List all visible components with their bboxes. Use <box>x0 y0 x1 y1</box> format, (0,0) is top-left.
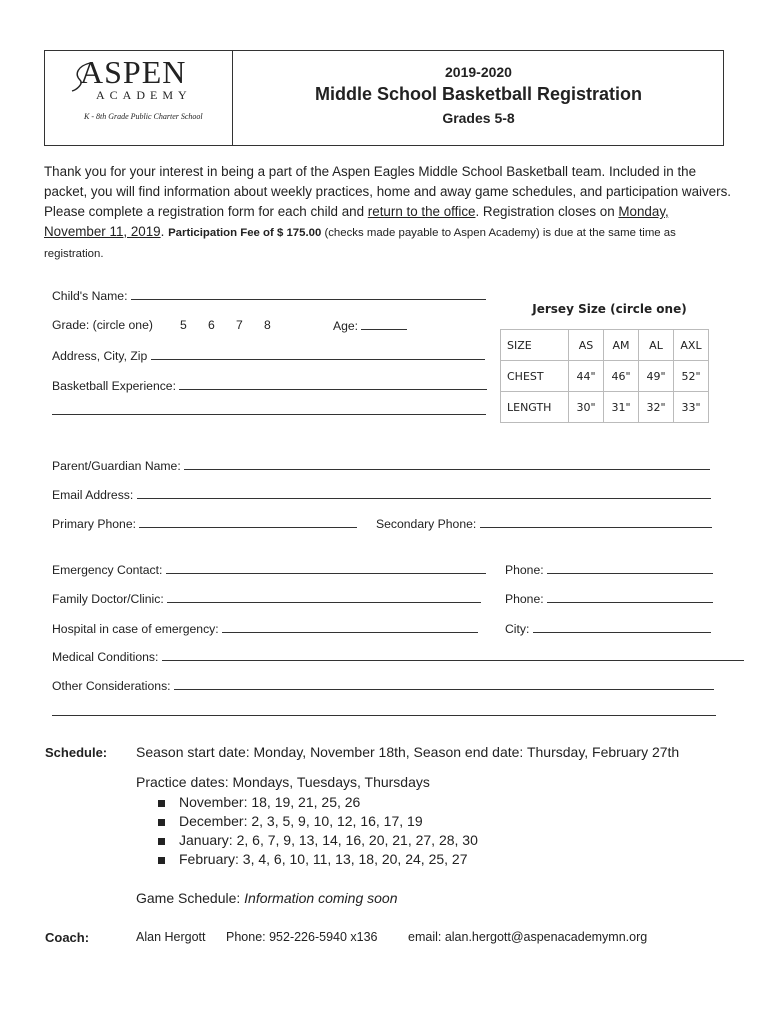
address-field[interactable] <box>151 348 485 360</box>
practice-month: November: 18, 19, 21, 25, 26 <box>179 794 361 810</box>
table-row <box>501 330 709 361</box>
table-row <box>501 392 709 423</box>
age-row <box>333 318 407 333</box>
list-item <box>158 851 468 867</box>
deadline-date: Monday, November 11, 2019 <box>44 204 669 239</box>
experience-label: Basketball Experience: <box>52 379 176 393</box>
header-year: 2019-2020 <box>445 64 512 80</box>
hospital-field[interactable] <box>222 621 478 633</box>
doctor-label: Family Doctor/Clinic: <box>52 592 164 606</box>
jersey-cell: 33" <box>674 392 709 423</box>
season-dates: Season start date: Monday, November 18th, Season end date: Thursday, February 27th <box>136 744 680 760</box>
logo-subtitle: ACADEMY <box>96 88 192 102</box>
jersey-size-option[interactable]: AS <box>569 330 604 361</box>
return-to-office-text: return to the office <box>367 204 476 219</box>
secondary-phone-field[interactable] <box>480 516 712 528</box>
primary-phone-row <box>52 516 357 531</box>
logo-name: ASPEN <box>80 54 187 90</box>
bullet-square-icon <box>158 857 165 864</box>
game-schedule <box>136 890 397 906</box>
grade-option-7[interactable]: 7 <box>236 318 243 332</box>
phone-label: Phone: <box>505 592 544 606</box>
emergency-field[interactable] <box>166 562 486 574</box>
primary-phone-label: Primary Phone: <box>52 517 136 531</box>
jersey-size-table <box>500 329 709 423</box>
grade-option-8[interactable]: 8 <box>264 318 271 332</box>
practice-month: January: 2, 6, 7, 9, 13, 14, 16, 20, 21, 27, 28, 30 <box>179 832 478 848</box>
medical-label: Medical Conditions: <box>52 650 159 664</box>
schedule-label: Schedule: <box>45 745 108 760</box>
jersey-title: Jersey Size (circle one) <box>532 302 687 316</box>
parent-field[interactable] <box>184 458 710 470</box>
practice-days: Practice dates: Mondays, Tuesdays, Thursdays <box>136 774 430 790</box>
city-row <box>505 621 711 636</box>
jersey-cell: 49" <box>639 361 674 392</box>
coach-name: Alan Hergott <box>136 930 206 944</box>
experience-row <box>52 378 487 393</box>
participation-fee: Participation Fee of $ 175.00 <box>168 227 322 239</box>
child-name-field[interactable] <box>131 288 486 300</box>
emergency-phone-field[interactable] <box>547 562 713 574</box>
emergency-phone-row <box>505 562 713 577</box>
medical-row <box>52 649 744 664</box>
page-title: Middle School Basketball Registration <box>314 84 643 104</box>
child-name-row <box>52 288 486 303</box>
jersey-cell: SIZE <box>501 330 569 361</box>
jersey-size-option[interactable]: AXL <box>674 330 709 361</box>
game-schedule-value: Information coming soon <box>244 890 398 906</box>
bullet-square-icon <box>158 800 165 807</box>
practice-month: December: 2, 3, 5, 9, 10, 12, 16, 17, 19 <box>179 813 423 829</box>
primary-phone-field[interactable] <box>139 516 357 528</box>
secondary-phone-row <box>376 516 712 531</box>
game-schedule-label: Game Schedule: <box>136 890 245 906</box>
doctor-phone-row <box>505 591 713 606</box>
other-field-line-2[interactable] <box>52 715 716 716</box>
jersey-cell: CHEST <box>501 361 569 392</box>
intro-text-2: . Registration closes on <box>475 204 619 219</box>
bullet-square-icon <box>158 819 165 826</box>
logo-tagline: K - 8th Grade Public Charter School <box>84 112 203 121</box>
jersey-cell: 52" <box>674 361 709 392</box>
grade-option-6[interactable]: 6 <box>208 318 215 332</box>
intro-text-4: (checks made payable to Aspen Academy) is due at the same time as registration. <box>44 227 676 260</box>
intro-text-1: Thank you for your interest in being a part of the Aspen Eagles Middle School Basketball team. Included in the packet, you will find information about weekly practices, home and away game schedules, and participation waivers. Please complete a registration form for each child and <box>44 164 732 219</box>
jersey-cell: 44" <box>569 361 604 392</box>
email-label: Email Address: <box>52 488 134 502</box>
list-item <box>158 813 423 829</box>
intro-text-3: . <box>160 224 169 239</box>
address-label: Address, City, Zip <box>52 349 148 363</box>
jersey-cell: 46" <box>604 361 639 392</box>
parent-row <box>52 458 710 473</box>
email-row <box>52 487 711 502</box>
jersey-size-option[interactable]: AL <box>639 330 674 361</box>
child-name-label: Child's Name: <box>52 289 128 303</box>
jersey-cell: 31" <box>604 392 639 423</box>
jersey-size-option[interactable]: AM <box>604 330 639 361</box>
grade-option-5[interactable]: 5 <box>180 318 187 332</box>
parent-label: Parent/Guardian Name: <box>52 459 181 473</box>
medical-field[interactable] <box>162 649 744 661</box>
coach-phone: Phone: 952-226-5940 x136 <box>226 930 378 944</box>
emergency-row <box>52 562 486 577</box>
practice-month: February: 3, 4, 6, 10, 11, 13, 18, 20, 24, 25, 27 <box>179 851 468 867</box>
secondary-phone-label: Secondary Phone: <box>376 517 477 531</box>
header-grades: Grades 5-8 <box>442 110 515 126</box>
table-row <box>501 361 709 392</box>
experience-field[interactable] <box>179 378 487 390</box>
experience-field-line-2[interactable] <box>52 414 486 415</box>
hospital-row <box>52 621 478 636</box>
other-row <box>52 678 714 693</box>
doctor-row <box>52 591 481 606</box>
age-label: Age: <box>333 319 359 333</box>
other-label: Other Considerations: <box>52 679 171 693</box>
hospital-label: Hospital in case of emergency: <box>52 622 219 636</box>
emergency-label: Emergency Contact: <box>52 563 163 577</box>
city-field[interactable] <box>533 621 711 633</box>
jersey-cell: LENGTH <box>501 392 569 423</box>
age-field[interactable] <box>361 318 407 330</box>
coach-email: email: alan.hergott@aspenacademymn.org <box>408 930 648 944</box>
address-row <box>52 348 485 363</box>
email-field[interactable] <box>137 487 711 499</box>
grade-label: Grade: (circle one) <box>52 318 153 332</box>
bullet-square-icon <box>158 838 165 845</box>
doctor-field[interactable] <box>167 591 481 603</box>
coach-label: Coach: <box>45 930 90 945</box>
phone-label: Phone: <box>505 563 544 577</box>
list-item <box>158 832 478 848</box>
jersey-cell: 32" <box>639 392 674 423</box>
jersey-cell: 30" <box>569 392 604 423</box>
city-label: City: <box>505 622 530 636</box>
other-field[interactable] <box>174 678 714 690</box>
doctor-phone-field[interactable] <box>547 591 713 603</box>
list-item <box>158 794 360 810</box>
intro-paragraph <box>44 162 734 264</box>
